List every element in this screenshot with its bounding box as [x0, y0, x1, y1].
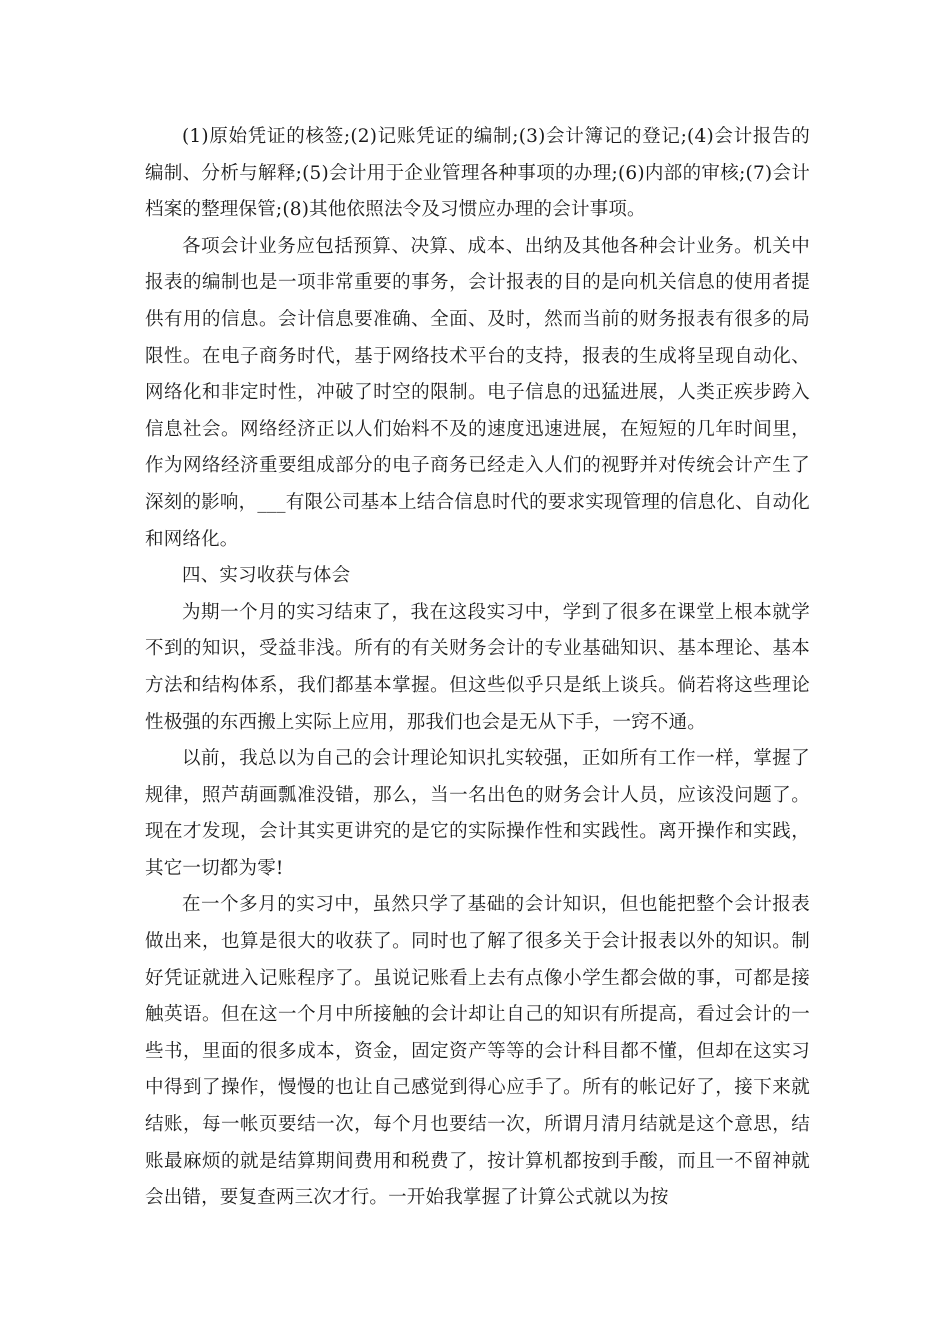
paragraph-previous-thoughts: 以前，我总以为自己的会计理论知识扎实较强，正如所有工作一样，掌握了规律，照芦葫画瓢准没错，那么，当一名出色的财务会计人员，应该没问题了。现在才发现，会计其实更讲究的是它的实际操作性和实践性。离开操作和实践，其它一切都为零! [145, 748, 810, 879]
paragraph-internship-end: 为期一个月的实习结束了，我在这段实习中，学到了很多在课堂上根本就学不到的知识，受益非浅。所有的有关财务会计的专业基础知识、基本理论、基本方法和结构体系，我们都基本掌握。但这些似乎只是纸上谈兵。倘若将这些理论性极强的东西搬上实际上应用，那我们也会是无从下手，一窍不通。 [145, 601, 810, 733]
paragraph-duties-list: (1)原始凭证的核签;(2)记账凭证的编制;(3)会计簿记的登记;(4)会计报告的编制、分析与解释;(5)会计用于企业管理各种事项的办理;(6)内部的审核;(7)会计档案的整理保管;(8)其他依照法令及习惯应办理的会计事项。 [145, 126, 810, 221]
paragraph-accounting-business: 各项会计业务应包括预算、决算、成本、出纳及其他各种会计业务。机关中报表的编制也是一项非常重要的事务，会计报表的目的是向机关信息的使用者提供有用的信息。会计信息要准确、全面、及时，然而当前的财务报表有很多的局限性。在电子商务时代，基于网络技术平台的支持，报表的生成将呈现自动化、网络化和非定时性，冲破了时空的限制。电子信息的迅猛进展，人类正疾步跨入信息社会。网络经济正以人们始料不及的速度迅速进展，在短短的几年时间里，作为网络经济重要组成部分的电子商务已经走入人们的视野并对传统会计产生了深刻的影响，___有限公司基本上结合信息时代的要求实现管理的信息化、自动化和网络化。 [145, 235, 810, 550]
section-heading: 四、实习收获与体会 [182, 565, 351, 587]
paragraph-internship-gains: 在一个多月的实习中，虽然只学了基础的会计知识，但也能把整个会计报表做出来，也算是很大的收获了。同时也了解了很多关于会计报表以外的知识。制好凭证就进入记账程序了。虽说记账看上去有点像小学生都会做的事，可都是接触英语。但在这一个月中所接触的会计却让自己的知识有所提高，看过会计的一些书，里面的很多成本，资金，固定资产等等的会计科目都不懂，但却在这实习中得到了操作，慢慢的也让自己感觉到得心应手了。所有的帐记好了，接下来就结账，每一帐页要结一次，每个月也要结一次，所谓月清月结就是这个意思，结账最麻烦的就是结算期间费用和税费了，按计算机都按到手酸，而且一不留神就会出错，要复查两三次才行。一开始我掌握了计算公式就以为按 [145, 894, 810, 1209]
document-body [145, 119, 810, 1217]
